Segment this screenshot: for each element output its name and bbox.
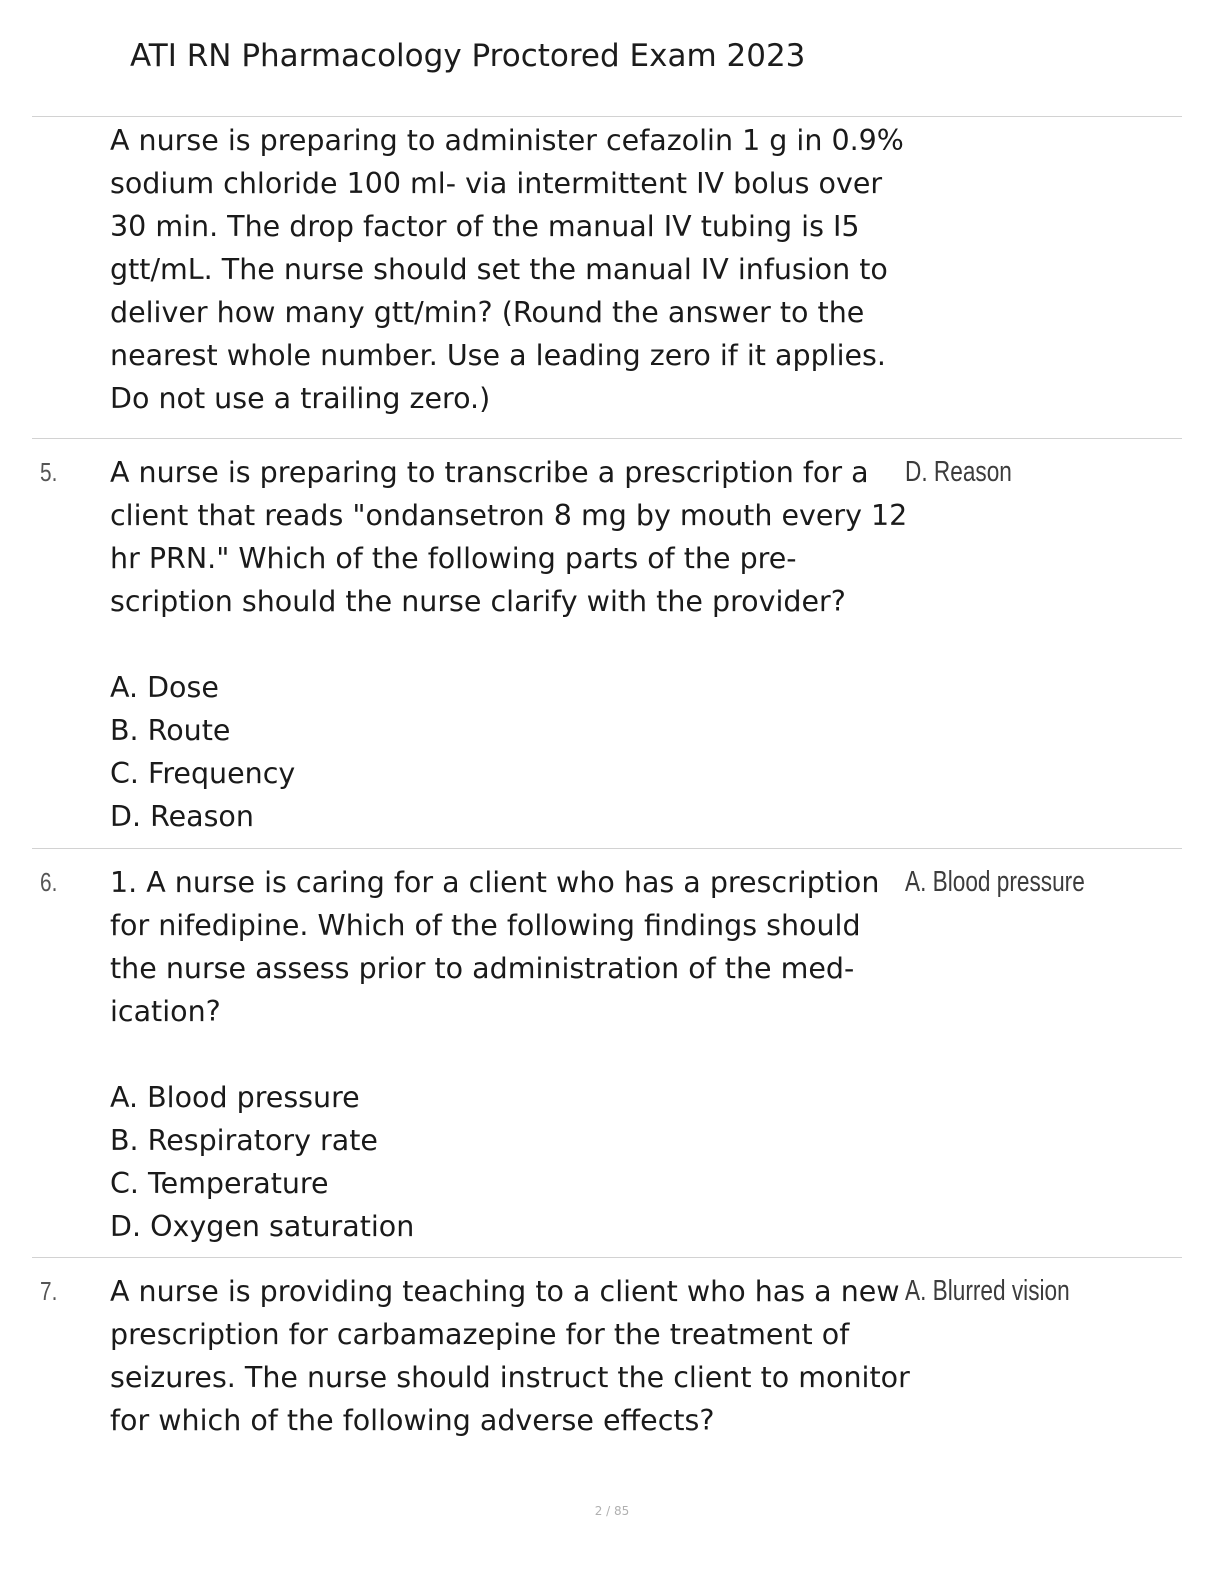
correct-answer: A. Blurred vision: [905, 1275, 1070, 1307]
question-block: [110, 861, 910, 1248]
option-item: D. Reason: [110, 800, 254, 833]
question-text: A nurse is providing teaching to a client who has a new prescription for carbamazepine for the treatment of seizures. The nurse should instruct the client to monitor for which of the following adverse effects?: [110, 1275, 910, 1437]
correct-answer: A. Blood pressure: [905, 866, 1085, 898]
question-text: 1. A nurse is caring for a client who has a prescription for nifedipine. Which of the following findings should the nurse assess prior to administration of the med- ication?: [110, 866, 880, 1028]
option-item: D. Oxygen saturation: [110, 1210, 415, 1243]
page-indicator: 2 / 85: [594, 1504, 630, 1518]
question-number: 5.: [40, 457, 58, 487]
page-title: ATI RN Pharmacology Proctored Exam 2023: [130, 38, 806, 74]
option-item: B. Respiratory rate: [110, 1124, 378, 1157]
option-item: B. Route: [110, 714, 231, 747]
divider: [32, 1257, 1182, 1258]
question-block: [110, 119, 910, 420]
question-text: A nurse is preparing to administer cefazolin 1 g in 0.9% sodium chloride 100 ml- via intermittent IV bolus over 30 min. The drop factor of the manual IV tubing is I5 gtt/mL. The nurse should set the manual IV infusion to deliver how many gtt/min? (Round the answer to the nearest whole number. Use a leading zero if it applies. Do not use a trailing zero.): [110, 124, 904, 415]
question-block: [110, 1270, 910, 1442]
divider: [32, 438, 1182, 439]
divider: [32, 848, 1182, 849]
option-item: C. Frequency: [110, 757, 296, 790]
option-item: A. Blood pressure: [110, 1081, 360, 1114]
question-text: A nurse is preparing to transcribe a prescription for a client that reads "ondansetron 8 mg by mouth every 12 hr PRN." Which of the following parts of the pre- scription should the nurse clarify with the provider?: [110, 456, 908, 618]
answer-options: [110, 666, 910, 838]
correct-answer: D. Reason: [905, 456, 1012, 488]
question-number: 7.: [40, 1276, 58, 1306]
divider: [32, 116, 1182, 117]
option-item: A. Dose: [110, 671, 219, 704]
option-item: C. Temperature: [110, 1167, 329, 1200]
question-number: 6.: [40, 867, 58, 897]
question-block: [110, 451, 910, 838]
answer-options: [110, 1076, 910, 1248]
